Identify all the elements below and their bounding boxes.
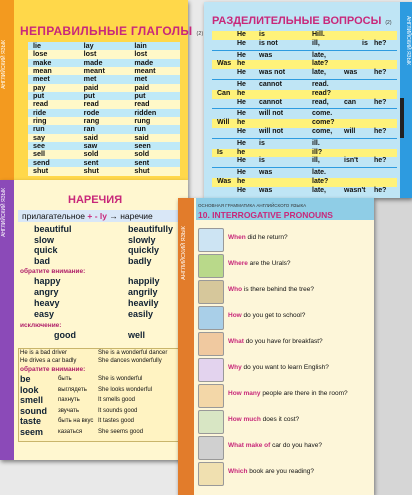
verb-row <box>28 167 180 175</box>
poster-interrogative-pronouns <box>178 198 374 495</box>
verb-form: made <box>134 57 154 67</box>
verb-form: put <box>33 91 45 101</box>
illustration <box>198 384 224 408</box>
verb-form: paid <box>134 82 150 92</box>
pronoun-row <box>198 382 372 408</box>
verb: taste <box>20 416 42 426</box>
verb-form: lose <box>33 49 48 59</box>
verb-row <box>28 84 180 92</box>
verb-form: say <box>33 132 45 142</box>
verb-row <box>28 150 180 158</box>
verb-form: run <box>134 124 146 134</box>
verb-form: mean <box>33 66 52 76</box>
verb-row <box>28 42 180 50</box>
question-word: When <box>228 234 246 241</box>
attention-label: обратите внимание: <box>20 366 86 373</box>
adverb: heavily <box>128 298 159 308</box>
verb-form: ridden <box>134 107 157 117</box>
question-group: He was late, Was he late? He was not late, was he? <box>212 51 397 80</box>
question-text <box>228 390 348 397</box>
question-word: How <box>228 312 242 319</box>
verb-form: seen <box>134 141 151 151</box>
background <box>374 198 412 495</box>
pronoun-row <box>198 460 372 486</box>
illustration <box>198 462 224 486</box>
question-word: Who <box>228 286 243 293</box>
example: She is a wonderful dancer <box>98 350 168 356</box>
question-text <box>228 234 288 241</box>
question-text <box>228 338 323 345</box>
verb-form: lain <box>134 41 147 50</box>
poster-adverbs <box>0 180 188 460</box>
verb-form: met <box>83 74 97 84</box>
verb-form: read <box>134 99 150 109</box>
question-text <box>228 442 322 449</box>
question-word: What <box>228 338 244 345</box>
poster-title: РАЗДЕЛИТЕЛЬНЫЕ ВОПРОСЫ (2) <box>212 15 392 27</box>
verb-form: lost <box>134 49 148 59</box>
verb-form: meant <box>134 66 156 76</box>
strip-label: АНГЛИЙСКИЙ ЯЗЫК <box>1 188 7 237</box>
adverb-formula: прилагательное + - ly → наречие <box>18 210 182 222</box>
illustration <box>198 436 224 460</box>
pronoun-row <box>198 278 372 304</box>
verb-row <box>28 142 180 150</box>
verb-row <box>28 75 180 83</box>
verb-form: lost <box>83 49 97 59</box>
adjective: happy <box>34 276 61 286</box>
question-word: What make of <box>228 442 271 449</box>
verb-form: see <box>33 141 45 151</box>
verb: look <box>20 384 39 395</box>
question-word: How much <box>228 416 261 423</box>
question-text <box>228 312 305 319</box>
pronoun-row <box>198 356 372 382</box>
verb-row <box>28 67 180 75</box>
adjective: angry <box>34 287 59 297</box>
verb-form: ran <box>83 124 95 134</box>
question-rest: are the Urals? <box>247 260 291 267</box>
question-text <box>228 286 314 293</box>
illustration <box>198 280 224 304</box>
verb-example: She looks wonderful <box>98 386 153 393</box>
adverb: beautifully <box>128 224 174 234</box>
adverb: happily <box>128 276 160 286</box>
verb-form: ring <box>33 116 47 126</box>
adjective: quick <box>34 245 58 255</box>
verb-example: It sounds good <box>98 407 138 414</box>
adjective: slow <box>34 234 55 245</box>
verb-example: She is wonderful <box>98 376 143 382</box>
verb-form: said <box>134 132 149 142</box>
adjective: bad <box>34 255 51 266</box>
verb-row <box>28 159 180 167</box>
example: He drives a car badly <box>20 358 77 364</box>
poster-title: НАРЕЧИЯ <box>68 194 123 206</box>
adjective: heavy <box>34 298 60 308</box>
poster-title: НЕПРАВИЛЬНЫЕ ГЛАГОЛЫ (2) <box>20 24 204 38</box>
verb-form: rang <box>83 116 100 126</box>
question-rest: did he return? <box>245 234 288 241</box>
pronoun-row <box>198 226 372 252</box>
translation: пахнуть <box>58 397 80 403</box>
verb-form: ride <box>33 107 47 117</box>
illustration <box>198 254 224 278</box>
verb-form: pay <box>33 82 46 92</box>
tag-question-table <box>212 30 397 197</box>
verb-form: run <box>33 124 45 134</box>
verb-form: shut <box>33 166 49 176</box>
verb-row <box>28 109 180 117</box>
verb-form: meant <box>83 66 105 76</box>
illustration <box>198 332 224 356</box>
verb-form: read <box>83 99 99 109</box>
verb-form: paid <box>83 82 99 92</box>
poster-irregular-verbs <box>0 0 204 180</box>
question-rest: does it cost? <box>260 416 300 423</box>
illustration <box>198 358 224 382</box>
verb-form: sold <box>134 149 150 159</box>
example: He is a bad driver <box>20 350 68 356</box>
question-text <box>228 364 329 371</box>
translation: казаться <box>58 428 83 435</box>
verb-form: rung <box>134 116 151 126</box>
question-word: Which <box>228 468 248 475</box>
question-text <box>228 260 291 267</box>
verb-row <box>28 125 180 133</box>
poster-edge <box>400 98 404 138</box>
poster-tag-questions <box>204 2 412 198</box>
question-group: He cannot read. Can he read? He cannot read, can he? <box>212 80 397 109</box>
illustration <box>198 410 224 434</box>
verb: seem <box>20 426 44 437</box>
exception-adverb: well <box>128 330 146 340</box>
illustration <box>198 228 224 252</box>
adjective: easy <box>34 309 55 319</box>
adverb: easily <box>128 309 154 319</box>
pronoun-row <box>198 408 372 434</box>
adverb: angrily <box>128 287 158 297</box>
verb-form: saw <box>83 141 98 151</box>
strip-label: АНГЛИЙСКИЙ ЯЗЫК <box>1 40 7 89</box>
verb: smell <box>20 395 44 405</box>
question-rest: car do you have? <box>270 442 322 449</box>
poster-side-strip <box>0 0 14 180</box>
verb-example: It tastes good <box>98 418 135 424</box>
verb-form: sent <box>134 157 150 167</box>
verb-row <box>28 134 180 142</box>
adverb: slowly <box>128 234 156 245</box>
question-rest: book are you reading? <box>247 468 314 475</box>
pronoun-row <box>198 252 372 278</box>
illustration <box>198 306 224 330</box>
verb: be <box>20 374 31 384</box>
verb: sound <box>20 405 47 416</box>
question-group: He is ill. Is he ill? He is ill, isn't he? <box>212 139 397 168</box>
verb-example: She seems good <box>98 428 144 435</box>
question-group: He is Hill. He is not ill, is he? <box>212 30 397 51</box>
pronoun-row <box>198 304 372 330</box>
verb-form: said <box>83 132 99 142</box>
verb-form: send <box>33 157 50 167</box>
verb-row <box>28 92 180 100</box>
question-group: He was late. Was he late? He was late, wasn't he? <box>212 168 397 196</box>
verb-form: read <box>33 99 49 109</box>
adverb: quickly <box>128 245 160 255</box>
question-rest: do you want to learn English? <box>241 364 329 371</box>
question-rest: people are there in the room? <box>260 390 348 397</box>
verb-form: met <box>134 74 148 84</box>
translation: быть <box>58 376 72 382</box>
poster-title: 10. INTERROGATIVE PRONOUNS <box>198 210 333 220</box>
question-word: How many <box>228 390 261 397</box>
verb-example: It smells good <box>98 397 136 403</box>
strip-label: АНГЛИЙСКИЙ ЯЗЫК <box>181 226 187 280</box>
verb-form: sold <box>83 149 99 159</box>
exception-adjective: good <box>54 330 76 340</box>
adverb: badly <box>128 255 152 266</box>
verb-row <box>28 117 180 125</box>
translation: выглядеть <box>58 386 87 393</box>
translation: быть на вкус <box>58 418 94 424</box>
poster-subtitle: ОСНОВНАЯ ГРАММАТИКА АНГЛИЙСКОГО ЯЗЫКА <box>198 203 307 208</box>
verb-form: made <box>83 57 103 67</box>
pronoun-row <box>198 330 372 356</box>
example: She dances wonderfully <box>98 358 162 364</box>
pronoun-row <box>198 434 372 460</box>
question-text <box>228 468 314 475</box>
question-text <box>228 416 299 423</box>
verb-form: meet <box>33 74 50 84</box>
verb-row <box>28 100 180 108</box>
verb-form: rode <box>83 107 100 117</box>
verb-form: put <box>134 91 146 101</box>
question-rest: is there behind the tree? <box>242 286 314 293</box>
exception-label: исключение: <box>20 322 62 329</box>
question-rest: do you have for breakfast? <box>243 338 323 345</box>
verb-form: shut <box>134 166 150 176</box>
attention-label: обратите внимание: <box>20 268 86 275</box>
question-word: Why <box>228 364 242 371</box>
question-group: He will not come. Will he come? He will not come, will he? <box>212 109 397 138</box>
question-word: Where <box>228 260 248 267</box>
translation: звучать <box>58 407 80 414</box>
verb-form: sell <box>33 149 45 159</box>
question-rest: do you get to school? <box>241 312 306 319</box>
verb-form: make <box>33 57 52 67</box>
adjective: beautiful <box>34 224 72 234</box>
verb-form: put <box>83 91 95 101</box>
verb-form: lie <box>33 41 41 50</box>
verb-form: shut <box>83 166 99 176</box>
verb-form: sent <box>83 157 99 167</box>
strip-label: АНГЛИЙСКИЙ ЯЗЫК <box>405 16 411 65</box>
verb-form: lay <box>83 41 94 50</box>
verb-table <box>28 42 180 176</box>
